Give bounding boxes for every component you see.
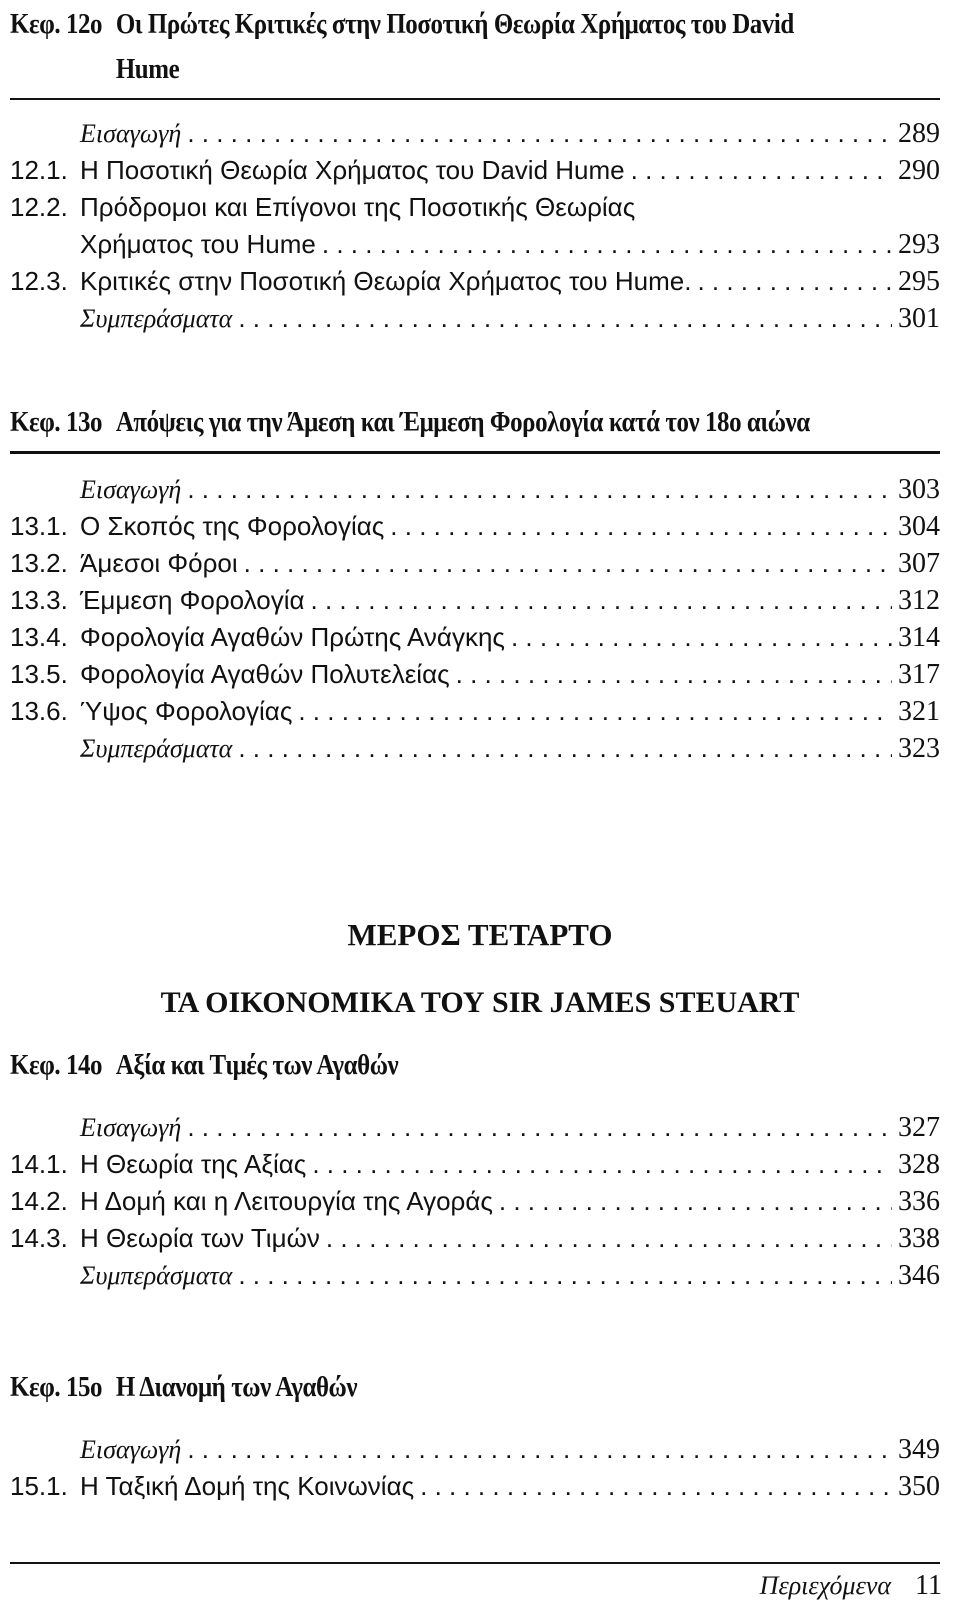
leader-dots [499, 1186, 892, 1217]
entry-number: 15.1. [10, 1471, 68, 1501]
toc-entry[interactable] [10, 585, 940, 622]
chapter-title: Αξία και Τιμές των Αγαθών [115, 1049, 399, 1081]
entry-label: Φορολογία Αγαθών Πολυτελείας [80, 659, 450, 689]
leader-dots [511, 622, 892, 653]
toc-entries [10, 1434, 940, 1508]
toc-entry[interactable] [10, 1434, 940, 1471]
running-title: Περιεχόμενα [759, 1571, 892, 1600]
leader-dots [187, 1434, 892, 1465]
toc-entry[interactable] [10, 229, 940, 266]
entry-label: Εισαγωγή [80, 1435, 182, 1464]
entry-label: Εισαγωγή [80, 119, 182, 148]
leader-dots [187, 118, 892, 149]
entry-number: 13.2. [10, 548, 68, 578]
entry-page: 303 [898, 474, 940, 505]
entry-page: 307 [898, 548, 940, 579]
entry-page: 321 [898, 696, 940, 727]
leader-dots [238, 303, 892, 334]
leader-dots [326, 1223, 892, 1254]
toc-entry[interactable] [10, 1149, 940, 1186]
entry-number: 13.4. [10, 622, 68, 652]
toc-entry[interactable] [10, 1186, 940, 1223]
entry-page: 290 [898, 155, 940, 186]
entry-number: 12.1. [10, 155, 68, 185]
chapter-number: Κεφ. 13ο [10, 406, 103, 438]
leader-dots [631, 155, 892, 186]
toc-entry[interactable] [10, 118, 940, 155]
chapter-title: Η Διανομή των Αγαθών [115, 1371, 358, 1403]
entry-label: Η Ποσοτική Θεωρία Χρήματος του David Hume [80, 155, 625, 185]
entry-label: Η Θεωρία των Τιμών [80, 1223, 320, 1253]
chapter-15 [10, 1365, 940, 1508]
entry-page: 323 [898, 733, 940, 764]
leader-dots [244, 548, 892, 579]
chapter-heading [10, 400, 939, 445]
entry-page: 327 [898, 1112, 940, 1143]
heading-rule [10, 98, 940, 100]
leader-dots [187, 1112, 892, 1143]
entry-label: Η Ταξική Δομή της Κοινωνίας [80, 1471, 415, 1501]
footer-rule [10, 1562, 940, 1564]
toc-entry[interactable] [10, 1260, 940, 1297]
chapter-number: Κεφ. 14ο [10, 1049, 103, 1081]
leader-dots [322, 229, 892, 260]
toc-entries [10, 1112, 940, 1297]
leader-dots [312, 1149, 892, 1180]
leader-dots [697, 266, 892, 297]
entry-number: 12.3. [10, 266, 68, 296]
entry-label: Άμεσοι Φόροι [80, 548, 238, 578]
chapter-14 [10, 1043, 940, 1297]
entry-label: Συμπεράσματα [80, 1261, 233, 1290]
entry-page: 317 [898, 659, 940, 690]
entry-number: 13.1. [10, 511, 68, 541]
chapter-number: Κεφ. 12ο [10, 8, 103, 40]
entry-label: Η Δομή και η Λειτουργία της Αγοράς [80, 1186, 493, 1216]
part-heading [0, 910, 960, 1028]
entry-number: 14.3. [10, 1223, 68, 1253]
toc-entry[interactable] [10, 474, 940, 511]
leader-dots [311, 585, 892, 616]
leader-dots [420, 1471, 892, 1502]
toc-entry[interactable] [10, 155, 940, 192]
entry-page: 312 [898, 585, 940, 616]
chapter-heading [10, 2, 939, 92]
leader-dots [298, 696, 892, 727]
entry-label: Εισαγωγή [80, 1113, 182, 1142]
entry-page: 314 [898, 622, 940, 653]
entry-label: Συμπεράσματα [80, 734, 233, 763]
entry-number: 14.1. [10, 1149, 68, 1179]
toc-entry[interactable] [10, 622, 940, 659]
entry-page: 338 [898, 1223, 940, 1254]
chapter-heading [10, 1365, 939, 1410]
toc-entry[interactable] [10, 659, 940, 696]
toc-entry[interactable] [10, 511, 940, 548]
leader-dots [456, 659, 892, 690]
entry-number: 13.5. [10, 659, 68, 689]
entry-page: 293 [898, 229, 940, 260]
entry-label: Ύψος Φορολογίας [80, 696, 293, 726]
toc-entry[interactable] [10, 266, 940, 303]
toc-entry[interactable] [10, 192, 940, 229]
leader-dots [238, 1260, 892, 1291]
leader-dots [390, 511, 892, 542]
entry-label: Ο Σκοπός της Φορολογίας [80, 511, 385, 541]
toc-entries [10, 118, 940, 340]
entry-page: 336 [898, 1186, 940, 1217]
entry-page: 328 [898, 1149, 940, 1180]
entry-page: 295 [898, 266, 940, 297]
entry-label: Εισαγωγή [80, 475, 182, 504]
entry-number: 14.2. [10, 1186, 68, 1216]
toc-entry[interactable] [10, 548, 940, 585]
toc-entry[interactable] [10, 303, 940, 340]
toc-entry[interactable] [10, 1471, 940, 1508]
part-title: ΤΑ ΟΙΚΟΝΟΜΙΚΑ ΤΟΥ SIR JAMES STEUART [160, 986, 800, 1019]
toc-entries [10, 474, 940, 770]
entry-page: 346 [898, 1260, 940, 1291]
entry-page: 289 [898, 118, 940, 149]
part-number: ΜΕΡΟΣ ΤΕΤΑΡΤΟ [347, 917, 613, 952]
entry-label: Η Θεωρία της Αξίας [80, 1149, 307, 1179]
entry-label: Έμμεση Φορολογία [80, 585, 305, 615]
chapter-13 [10, 400, 940, 770]
entry-page: 304 [898, 511, 940, 542]
entry-page: 349 [898, 1434, 940, 1465]
entry-label: Φορολογία Αγαθών Πρώτης Ανάγκης [80, 622, 505, 652]
toc-entry[interactable] [10, 733, 940, 770]
heading-rule [10, 451, 940, 454]
leader-dots [187, 474, 892, 505]
toc-entry[interactable] [10, 1112, 940, 1149]
entry-page: 350 [898, 1471, 940, 1502]
entry-label: Χρήματος του Hume [80, 229, 316, 259]
entry-number: 12.2. [10, 192, 68, 222]
entry-number: 13.6. [10, 696, 68, 726]
entry-label: Κριτικές στην Ποσοτική Θεωρία Χρήματος του Hume. [80, 266, 692, 296]
chapter-heading [10, 1043, 939, 1088]
toc-entry[interactable] [10, 1223, 940, 1260]
chapter-title: Οι Πρώτες Κριτικές στην Ποσοτική Θεωρία Χρήματος του David Hume [115, 8, 794, 85]
entry-page: 301 [898, 303, 940, 334]
entry-label: Συμπεράσματα [80, 304, 233, 333]
leader-dots [238, 733, 892, 764]
chapter-number: Κεφ. 15ο [10, 1371, 103, 1403]
entry-number: 13.3. [10, 585, 68, 615]
entry-label: Πρόδρομοι και Επίγονοι της Ποσοτικής Θεωρίας [80, 192, 636, 222]
toc-entry[interactable] [10, 696, 940, 733]
chapter-12 [10, 2, 940, 340]
page-footer [760, 1570, 942, 1602]
page-number: 11 [915, 1570, 942, 1601]
chapter-title: Απόψεις για την Άμεση και Έμμεση Φορολογία κατά τον 18ο αιώνα [115, 406, 810, 438]
